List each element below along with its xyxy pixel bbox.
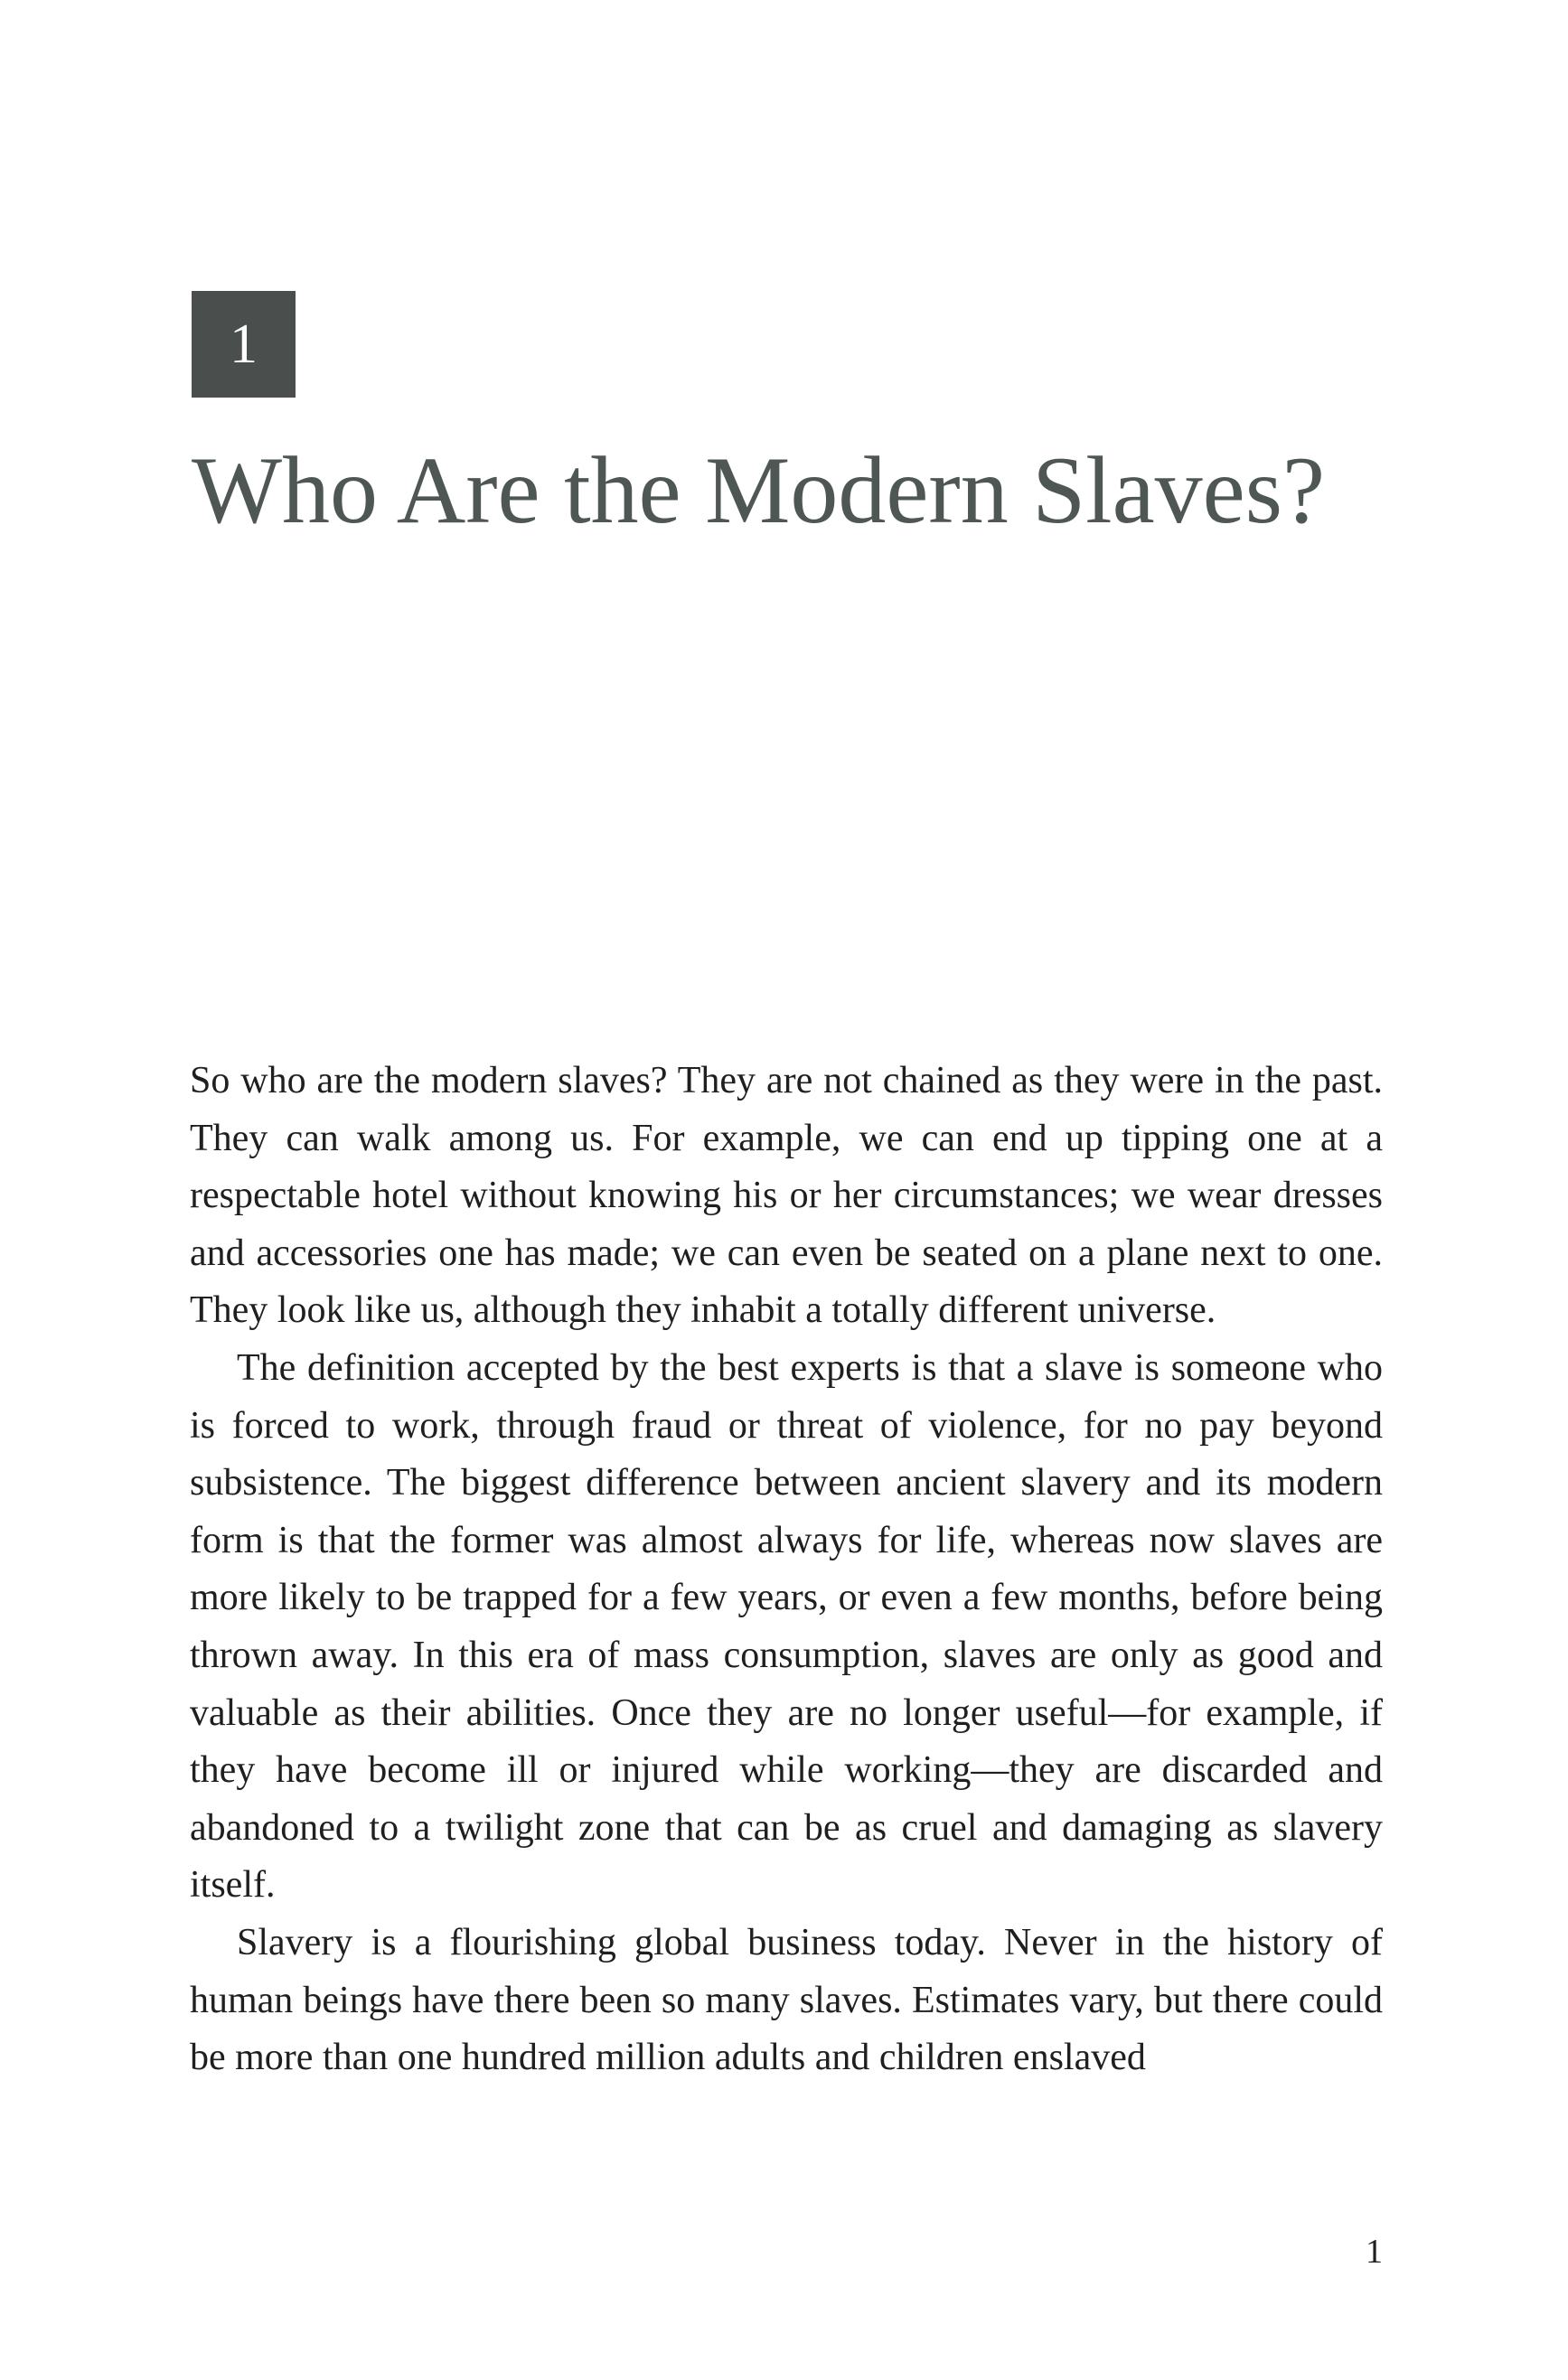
- chapter-title: Who Are the Modern Slaves?: [192, 437, 1325, 543]
- body-text: [190, 1053, 1383, 2087]
- paragraph-3: Slavery is a flourishing global business today. Never in the history of human beings have there been so many slaves. Estimates vary, but there could be more than one hundred million adults and children enslaved: [190, 1921, 1383, 2079]
- paragraph-2: The definition accepted by the best experts is that a slave is someone who is forced to work, through fraud or threat of violence, for no pay beyond subsistence. The biggest difference between ancient slavery and its modern form is that the former was almost always for life, whereas now slaves are more likely to be trapped for a few years, or even a few months, before being thrown away. In this era of mass consumption, slaves are only as good and valuable as their abilities. Once they are no longer useful—for example, if they have become ill or injured while working—they are discarded and abandoned to a twilight zone that can be as cruel and damaging as slavery itself.: [190, 1346, 1383, 1907]
- chapter-number-badge: [192, 291, 296, 398]
- chapter-number: 1: [230, 314, 258, 375]
- page-number: 1: [1366, 2233, 1383, 2271]
- paragraph-1: So who are the modern slaves? They are not chained as they were in the past. They can walk among us. For example, we can end up tipping one at a respectable hotel without knowing his or her circumstances; we wear dresses and accessories one has made; we can even be seated on a plane next to one. They look like us, although they inhabit a totally different universe.: [190, 1060, 1383, 1332]
